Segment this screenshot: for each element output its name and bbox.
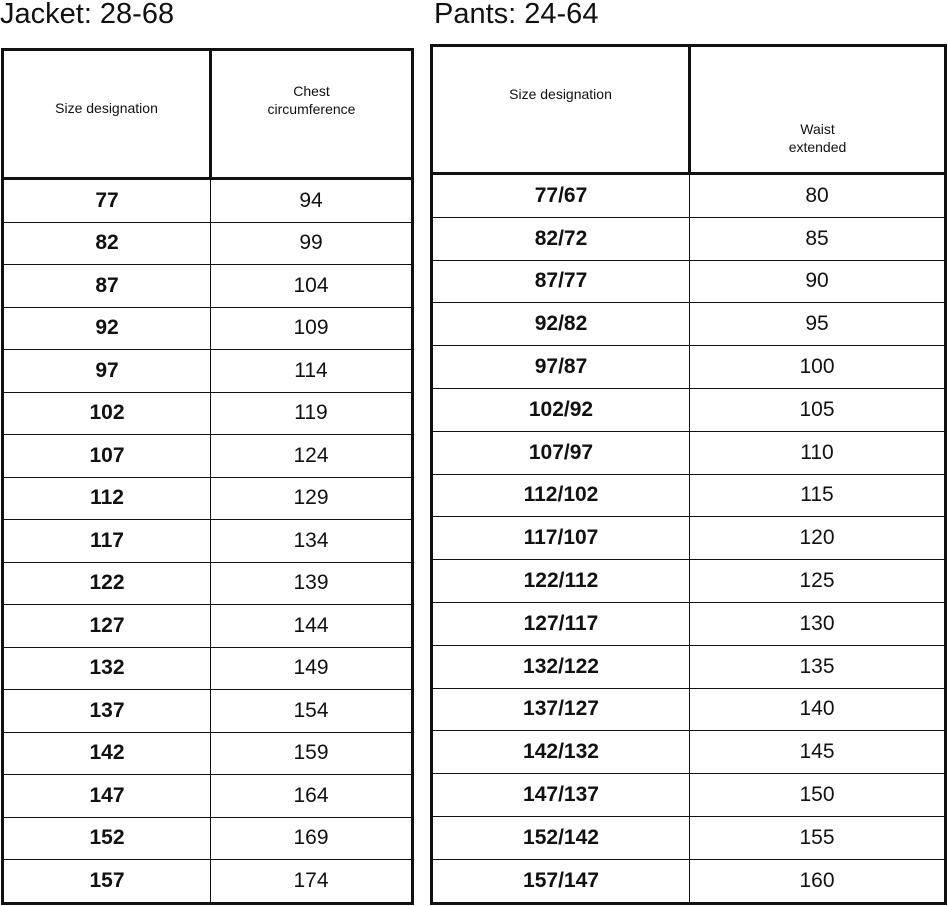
jacket-size-cell: 152 — [3, 817, 211, 860]
pants-size-cell: 92/82 — [432, 303, 690, 346]
jacket-measure-cell: 164 — [211, 775, 413, 818]
jacket-size-title: Jacket: 28-68 — [0, 0, 175, 30]
pants-measure-cell: 150 — [690, 774, 946, 817]
jacket-measure-cell: 159 — [211, 732, 413, 775]
table-row — [432, 431, 946, 474]
jacket-size-cell: 142 — [3, 732, 211, 775]
jacket-measure-cell: 99 — [211, 222, 413, 265]
pants-measure-cell: 95 — [690, 303, 946, 346]
table-row — [3, 562, 413, 605]
jacket-size-cell: 97 — [3, 350, 211, 393]
jacket-size-cell: 132 — [3, 647, 211, 690]
table-row — [432, 645, 946, 688]
pants-header-size — [432, 46, 690, 174]
table-row — [3, 860, 413, 904]
jacket-size-cell: 112 — [3, 477, 211, 520]
table-row — [432, 303, 946, 346]
pants-measure-cell: 135 — [690, 645, 946, 688]
table-row — [3, 775, 413, 818]
table-row — [3, 605, 413, 648]
jacket-header-row — [3, 50, 413, 179]
pants-measure-cell: 100 — [690, 346, 946, 389]
jacket-measure-cell: 94 — [211, 179, 413, 223]
pants-size-cell: 132/122 — [432, 645, 690, 688]
table-row — [3, 647, 413, 690]
table-row — [3, 435, 413, 478]
pants-measure-cell: 85 — [690, 217, 946, 260]
pants-measure-cell: 115 — [690, 474, 946, 517]
jacket-size-cell: 107 — [3, 435, 211, 478]
pants-size-cell: 157/147 — [432, 859, 690, 903]
pants-size-cell: 107/97 — [432, 431, 690, 474]
table-row — [3, 350, 413, 393]
jacket-size-table — [1, 48, 414, 905]
jacket-measure-cell: 139 — [211, 562, 413, 605]
jacket-size-cell: 102 — [3, 392, 211, 435]
table-row — [3, 477, 413, 520]
pants-measure-cell: 155 — [690, 816, 946, 859]
pants-size-cell: 117/107 — [432, 517, 690, 560]
table-row — [432, 174, 946, 218]
pants-size-cell: 112/102 — [432, 474, 690, 517]
jacket-size-cell: 77 — [3, 179, 211, 223]
table-row — [3, 690, 413, 733]
jacket-size-cell: 127 — [3, 605, 211, 648]
table-row — [3, 817, 413, 860]
table-row — [3, 307, 413, 350]
jacket-header-chest — [211, 50, 413, 179]
table-row — [432, 260, 946, 303]
table-row — [432, 731, 946, 774]
table-row — [432, 560, 946, 603]
pants-size-cell: 102/92 — [432, 388, 690, 431]
pants-header-row — [432, 46, 946, 174]
jacket-size-cell: 122 — [3, 562, 211, 605]
table-row — [432, 816, 946, 859]
pants-size-cell: 152/142 — [432, 816, 690, 859]
jacket-measure-cell: 109 — [211, 307, 413, 350]
pants-size-cell: 122/112 — [432, 560, 690, 603]
pants-size-cell: 87/77 — [432, 260, 690, 303]
pants-size-cell: 77/67 — [432, 174, 690, 218]
pants-header-waist-label: Waist extended — [788, 120, 847, 155]
pants-size-cell: 142/132 — [432, 731, 690, 774]
jacket-header-chest-label: Chest circumference — [267, 83, 356, 117]
table-row — [432, 688, 946, 731]
table-row — [432, 217, 946, 260]
jacket-size-cell: 92 — [3, 307, 211, 350]
pants-header-size-label: Size designation — [509, 85, 612, 102]
jacket-size-cell: 117 — [3, 520, 211, 563]
jacket-header-size-label: Size designation — [55, 100, 158, 116]
jacket-measure-cell: 169 — [211, 817, 413, 860]
jacket-measure-cell: 129 — [211, 477, 413, 520]
pants-header-waist — [690, 46, 946, 174]
pants-size-title: Pants: 24-64 — [434, 0, 599, 30]
table-row — [3, 520, 413, 563]
table-row — [432, 346, 946, 389]
jacket-measure-cell: 119 — [211, 392, 413, 435]
table-row — [432, 859, 946, 903]
table-row — [3, 392, 413, 435]
pants-size-cell: 127/117 — [432, 602, 690, 645]
jacket-size-cell: 82 — [3, 222, 211, 265]
table-row — [432, 474, 946, 517]
jacket-header-size — [3, 50, 211, 179]
pants-size-cell: 137/127 — [432, 688, 690, 731]
pants-measure-cell: 90 — [690, 260, 946, 303]
jacket-measure-cell: 174 — [211, 860, 413, 904]
jacket-table-body — [3, 179, 413, 904]
jacket-size-cell: 87 — [3, 265, 211, 308]
table-row — [432, 774, 946, 817]
jacket-measure-cell: 149 — [211, 647, 413, 690]
pants-measure-cell: 145 — [690, 731, 946, 774]
table-row — [3, 222, 413, 265]
jacket-size-cell: 157 — [3, 860, 211, 904]
jacket-measure-cell: 114 — [211, 350, 413, 393]
table-row — [432, 602, 946, 645]
jacket-measure-cell: 134 — [211, 520, 413, 563]
table-row — [432, 517, 946, 560]
table-row — [432, 388, 946, 431]
pants-measure-cell: 110 — [690, 431, 946, 474]
table-row — [3, 732, 413, 775]
pants-measure-cell: 140 — [690, 688, 946, 731]
pants-size-table — [430, 44, 947, 905]
pants-measure-cell: 80 — [690, 174, 946, 218]
pants-measure-cell: 105 — [690, 388, 946, 431]
pants-measure-cell: 125 — [690, 560, 946, 603]
jacket-measure-cell: 154 — [211, 690, 413, 733]
jacket-size-cell: 137 — [3, 690, 211, 733]
pants-measure-cell: 130 — [690, 602, 946, 645]
table-row — [3, 265, 413, 308]
jacket-measure-cell: 124 — [211, 435, 413, 478]
pants-size-cell: 97/87 — [432, 346, 690, 389]
pants-table-body — [432, 174, 946, 904]
table-row — [3, 179, 413, 223]
jacket-measure-cell: 144 — [211, 605, 413, 648]
pants-measure-cell: 160 — [690, 859, 946, 903]
jacket-measure-cell: 104 — [211, 265, 413, 308]
pants-size-cell: 147/137 — [432, 774, 690, 817]
pants-measure-cell: 120 — [690, 517, 946, 560]
pants-size-cell: 82/72 — [432, 217, 690, 260]
jacket-size-cell: 147 — [3, 775, 211, 818]
